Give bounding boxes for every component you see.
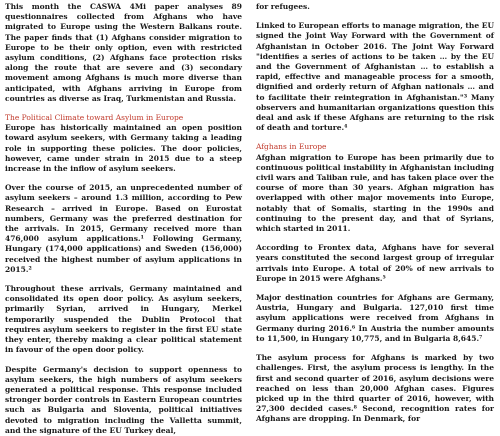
section-heading-afghans-in-europe: Afghans in Europe [256,142,327,152]
paragraph-frontex-data: According to Frontex data, Afghans have for several years constituted the second largest group of irregular arrivals into Europe. A total of 20% of new arrivals to Europe in 2015 were Afghans.⁵ [256,243,494,283]
paragraph-afghan-migration: Afghan migration to Europe has been primarily due to continuous political instability in Afghanistan including civil wars and Taliban rule, and has taken place over the course of more than 30 years. Afghan migration has overlapped with other major movements into Europe, notably that of Somalis, starting in the 1990s and continuing to the present day, and that of Syrians, which started in 2011. [256,152,494,234]
left-column [5,2,242,436]
paragraph-2015-arrivals: Over the course of 2015, an unprecedented number of asylum seekers – around 1.3 million, according to Pew Research – arrived in Europe. Based on Eurostat numbers, Germany was the preferred destination for the arrivals. In 2015, Germany received more than 476,000 asylum applications.¹ Following Germany, Hungary (174,000 applications) and Sweden (156,000) received the highest number of asylum applications in 2015.² [5,183,242,274]
paragraph-open-position: Europe has historically maintained an open position toward asylum seekers, with Germany taking a leading role in supporting these policies. The door policies, however, came under strain in 2015 due to a steep increase in the inflow of asylum seekers. [5,123,242,174]
paragraph-political-response: Despite Germany's decision to support openness to asylum seekers, the high numbers of asylum seekers generated a political response. This response included stronger border controls in Eastern European countries such as Bulgaria and Slovenia, political initiatives devoted to migration including the Valletta summit, and the signature of the EU Turkey deal, [5,364,242,435]
paragraph-asylum-process: The asylum process for Afghans is marked by two challenges. First, the asylum process is lengthy. In the first and second quarter of 2016, asylum decisions were reached on less than 20,000 Afghan cases. Figures picked up in the third quarter of 2016, however, with 27,300 decided cases.⁸ Second, recognition rates for Afghans are dropping. In Denmark, for [256,353,494,424]
right-column [256,2,494,425]
intro-paragraph: This month the CASWA 4Mi paper analyses 89 questionnaires collected from Afghans who have migrated to Europe using the Western Balkans route. The paper finds that (1) Afghans consider migration to Europe to be their only option, even with restricted asylum conditions, (2) Afghans face protection risks along the route that are severe and (3) secondary movement among Afghans is much more diverse than anticipated, with Afghans arriving in Europe from countries as diverse as Iraq, Turkmenistan and Russia. [5,2,242,103]
paragraph-joint-way-forward: Linked to European efforts to manage migration, the EU signed the Joint Way Forward with the Government of Afghanistan in October 2016. The Joint Way Forward "identifies a series of actions to be taken … by the EU and the Government of Afghanistan … to establish a rapid, effective and manageable process for a smooth, dignified and orderly return of Afghan nationals … and to facilitate their reintegration in Afghanistan."³ Many observers and humanitarian organizations question this deal and ask if these Afghans are returning to the risk of death and torture.⁴ [256,21,494,133]
paragraph-continuation: for refugees. [256,2,310,11]
section-heading-political-climate: The Political Climate toward Asylum in Europe [5,113,184,123]
paragraph-open-door-policy: Throughout these arrivals, Germany maintained and consolidated its open door policy. As asylum seekers, primarily Syrian, arrived in Hungary, Merkel temporarily suspended the Dublin Protocol that requires asylum seekers to register in the first EU state they enter, thereby making a clear political statement in favour of the open door policy. [5,284,242,355]
paragraph-destination-countries: Major destination countries for Afghans are Germany, Austria, Hungary and Bulgaria. 127,010 first time asylum applications were received from Afghans in Germany during 2016.⁶ In Austria the number amounts to 11,500, in Hungary 10,775, and in Bulgaria 8,645.⁷ [256,293,494,343]
